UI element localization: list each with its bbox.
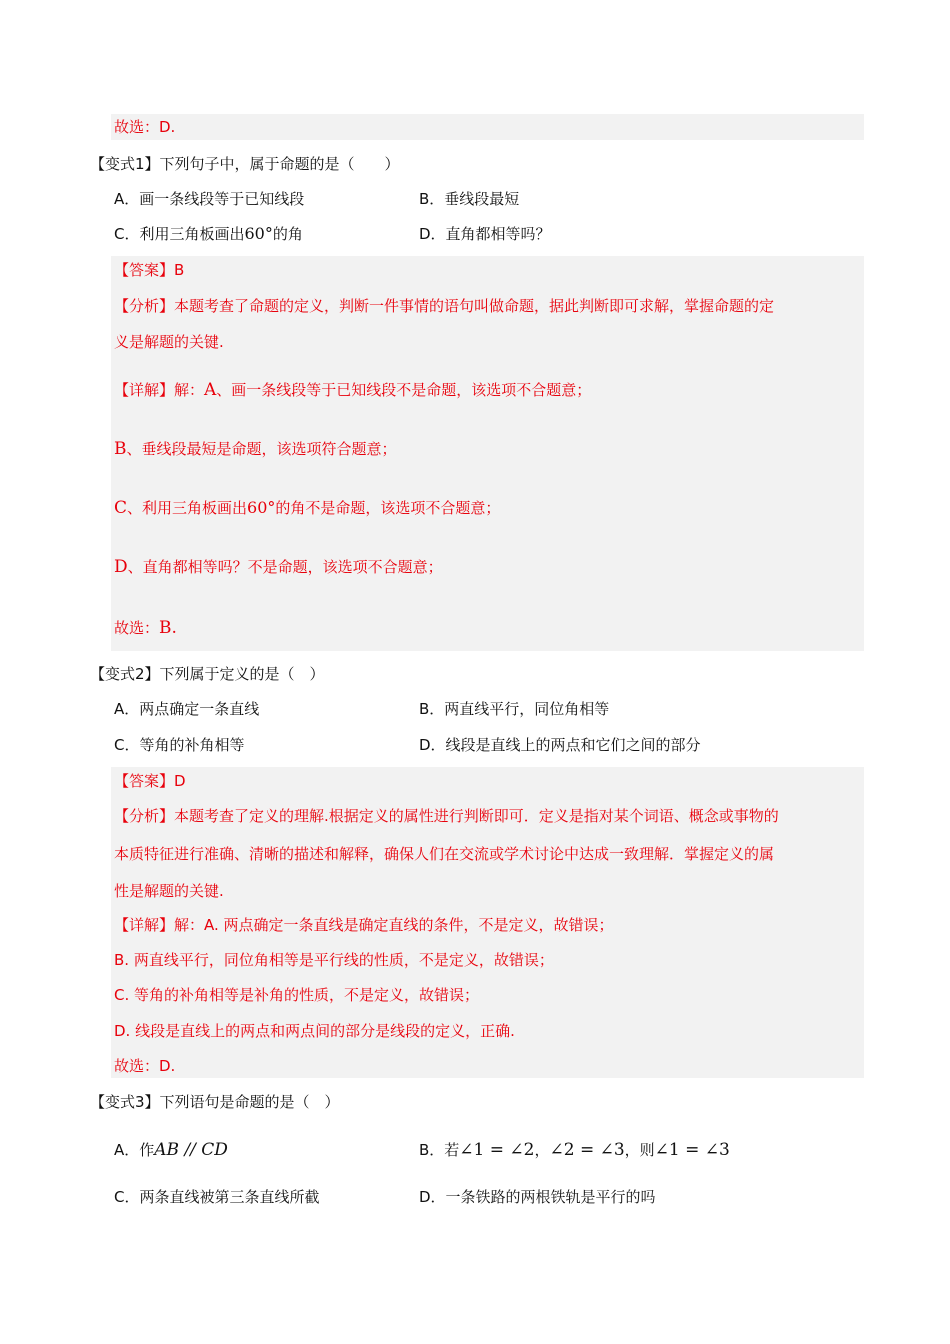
v3-option-a: [114, 1140, 228, 1160]
v2-detail-line4: D. 线段是直线上的两点和两点间的部分是线段的定义，正确.: [114, 1022, 515, 1040]
v3-option-d: D．一条铁路的两根铁轨是平行的吗: [419, 1188, 656, 1206]
v1-option-c-degree: 60°: [244, 224, 273, 243]
v3-option-b-math1: ∠1 = ∠2: [459, 1140, 535, 1160]
v2-detail-line3: C. 等角的补角相等是补角的性质，不是定义，故错误；: [114, 986, 480, 1004]
v3-option-a-pre: A．作: [114, 1141, 155, 1159]
v2-option-a: A．两点确定一条直线: [114, 700, 260, 718]
v2-analysis-line3: 性是解题的关键.: [114, 882, 224, 900]
v1-answer: 【答案】B: [114, 261, 185, 279]
v1-detail-d: [114, 557, 443, 577]
v1-detail-d-text: 、直角都相等吗？不是命题，该选项不合题意；: [127, 558, 443, 576]
v1-detail-c-degree: 60°: [247, 498, 276, 517]
v2-option-d: D．线段是直线上的两点和它们之间的部分: [419, 736, 701, 754]
v1-detail-b-text: 、垂线段最短是命题，该选项符合题意；: [126, 440, 397, 458]
v1-detail-a-text: 、画一条线段等于已知线段不是命题，该选项不合题意；: [216, 381, 592, 399]
v2-detail-line2: B. 两直线平行，同位角相等是平行线的性质，不是定义，故错误；: [114, 951, 554, 969]
v1-option-b: B．垂线段最短: [419, 190, 520, 208]
v1-analysis-line2: 义是解题的关键.: [114, 333, 224, 351]
v1-option-d: D．直角都相等吗？: [419, 225, 551, 243]
v1-conclusion: [114, 618, 177, 638]
v1-detail-c-text2: 的角不是命题，该选项不合题意；: [275, 499, 501, 517]
v1-detail-a: [114, 380, 591, 400]
v1-question: 【变式1】下列句子中，属于命题的是（ ）: [90, 155, 400, 173]
v2-detail-line1: 【详解】解：A. 两点确定一条直线是确定直线的条件，不是定义，故错误；: [114, 916, 614, 934]
v2-option-c: C．等角的补角相等: [114, 736, 245, 754]
v1-analysis-line1: 【分析】本题考查了命题的定义，判断一件事情的语句叫做命题，据此判断即可求解，掌握命题的定: [114, 297, 775, 315]
v3-option-b-math2: ∠2 = ∠3: [549, 1140, 625, 1160]
v2-option-b: B．两直线平行，同位角相等: [419, 700, 610, 718]
v1-conclusion-pre: 故选：: [114, 619, 160, 637]
v1-detail-c-text1: 、利用三角板画出: [127, 499, 248, 517]
v3-option-b-math3: ∠1 = ∠3: [654, 1140, 730, 1160]
v1-option-c: [114, 224, 303, 244]
v3-option-b-mid: ，则: [624, 1141, 655, 1159]
v3-option-b-pre: B．若: [419, 1141, 460, 1159]
v1-detail-prefix: 【详解】解：: [114, 381, 205, 399]
v1-detail-d-letter: D: [114, 557, 128, 577]
v3-question: 【变式3】下列语句是命题的是（ ）: [90, 1093, 340, 1111]
answer-box-prev: [111, 114, 864, 140]
v3-option-c: C．两条直线被第三条直线所截: [114, 1188, 320, 1206]
v1-detail-b: [114, 439, 397, 459]
v1-option-a: A．画一条线段等于已知线段: [114, 190, 305, 208]
v3-option-a-math: AB // CD: [154, 1140, 228, 1160]
v1-detail-b-letter: B: [114, 439, 127, 459]
prev-conclusion: 故选：D.: [114, 118, 176, 136]
v2-analysis-line1: 【分析】本题考查了定义的理解.根据定义的属性进行判断即可．定义是指对某个词语、概念或事物的: [114, 807, 779, 825]
v2-analysis-line2: 本质特征进行准确、清晰的描述和解释，确保人们在交流或学术讨论中达成一致理解．掌握定义的属: [114, 845, 775, 863]
v1-conclusion-value: B.: [159, 618, 177, 638]
v3-option-b-sep: ，: [534, 1141, 550, 1159]
v1-detail-a-letter: A: [204, 380, 217, 400]
v3-option-b: [419, 1140, 730, 1160]
v1-detail-c: [114, 498, 500, 518]
v1-option-c-post: 的角: [272, 225, 303, 243]
v2-answer: 【答案】D: [114, 772, 186, 790]
v2-conclusion: 故选：D.: [114, 1057, 176, 1075]
v1-option-c-pre: C．利用三角板画出: [114, 225, 245, 243]
v2-question: 【变式2】下列属于定义的是（ ）: [90, 665, 325, 683]
v1-detail-c-letter: C: [114, 498, 128, 518]
